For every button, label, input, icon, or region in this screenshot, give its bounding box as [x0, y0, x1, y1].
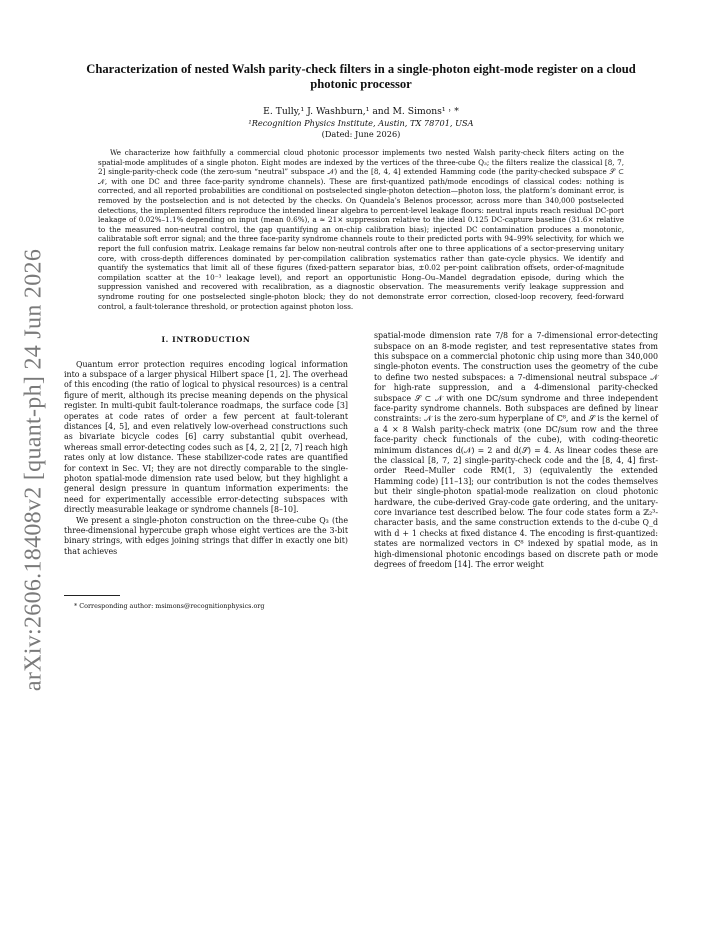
intro-paragraph-continued: spatial-mode dimension rate 7/8 for a 7-dimensional error-detecting subspace on an 8-mode register, and test representative states from this subspace on a commercial photonic chip using more than 340,000 single-photon events. The construction uses the geometry of the cube to define two nested subspaces: a 7-dimensional neutral subspace 𝒩 for high-rate suppression, and a 4-dimensional parity-checked subspace 𝒮 ⊂ 𝒩 with one DC/sum syndrome and three independent face-parity syndrome channels. Both subspaces are defined by linear constraints: 𝒩 is the zero-sum hyperplane of ℂ⁸, and 𝒮 is the kernel of a 4 × 8 Walsh parity-check matrix (one DC/sum row and the three face-parity check functionals of the cube), with coding-theoretic minimum distances d(𝒩) = 2 and d(𝒮) = 4. As linear codes these are the classical [8, 7, 2] single-parity-check code and the [8, 4, 4] first-order Reed–Muller code RM(1, 3) (equivalently the extended Hamming code) [11–13]; our contribution is not the codes themselves but their single-photon spatial-mode realization on cloud photonic hardware, the cube-derived Gray-code gate ordering, and the unitary-core invariance test described below. The four code states form a ℤ₂³-character basis, and the same construction extends to the d-cube Q_d with d + 1 checks at fixed distance 4. The encoding is first-quantized: states are normalized vectors in ℂ⁸ indexed by spatial mode, as in high-dimensional photonic encodings based on discrete path or mode degrees of freedom [14]. The error weight: [374, 331, 658, 570]
left-column: [64, 331, 348, 611]
author-list: E. Tully,¹ J. Washburn,¹ and M. Simons¹ ˒ *: [263, 106, 459, 117]
date-line: (Dated: June 2026): [321, 129, 401, 139]
paper-page: [64, 56, 658, 611]
intro-paragraph-2: We present a single-photon construction on the three-cube Q₃ (the three-dimensional hypercube graph whose eight vertices are the 3-bit binary strings, with edges joining strings that differ in exactly one bit) that achieves: [64, 515, 348, 556]
arxiv-identifier-stamp: [14, 230, 54, 710]
footnote-rule: [64, 595, 120, 596]
abstract: We characterize how faithfully a commercial cloud photonic processor implements two nested Walsh parity-check filters acting on the spatial-mode amplitudes of a single photon. Eight modes are indexed by the vertices of the three-cube Q₃; the filters realize the classical [8, 7, 2] single-parity-check code (the zero-sum “neutral” subspace 𝒩) and the [8, 4, 4] extended Hamming code (the parity-checked subspace 𝒮 ⊂ 𝒩, with one DC and three face-parity syndrome channels). These are first-quantized path/mode encodings of classical codes: nothing is corrected, and all reported probabilities are conditional on postselected single-photon detection—photon loss, the platform’s dominant error, is removed by the postselection and is not detected by the checks. On Quandela’s Belenos processor, across more than 340,000 postselected detections, the implemented filters reproduce the intended linear algebra to percent-level leakage floors: neutral inputs reach residual DC-port leakage of 0.02%–1.1% depending on input (mean 0.6%), a ≈ 21× suppression relative to the ideal 0.125 DC-capture baseline (31.6× relative to the measured non-neutral control, the gap quantifying an on-chip calibration bias); injected DC contamination produces a monotonic, calibratable soft error signal; and the three face-parity syndrome channels route to their predicted ports with 94–99% selectivity, for which we report the full confusion matrix. Leakage remains far below non-neutral controls after one to three applications of a sector-preserving unitary core, with cross-depth differences dominated by per-compilation calibration systematics rather than gate-cycle physics. We identify and quantify the systematics that limit all of these figures (fixed-pattern separator bias, ±0.02 per-point calibration offsets, order-of-magnitude compilation scatter at the 10⁻³ leakage level), and report an opportunistic Hong–Ou–Mandel degradation episode, during which the suppression vanished and recovered with recalibration, as a diagnostic observation. The measurements verify leakage suppression and syndrome routing for one postselected single-photon block; they do not demonstrate error correction, closed-loop recovery, feed-forward control, a fault-tolerance threshold, or protection against photon loss.: [98, 148, 624, 311]
footnote: * Corresponding author: msimons@recognitionphysics.org: [74, 602, 265, 611]
paper-title: Characterization of nested Walsh parity-check filters in a single-photon eight-mode register on a cloud photonic processor: [86, 62, 636, 91]
right-column: [374, 331, 658, 611]
affiliation: ¹Recognition Physics Institute, Austin, TX 78701, USA: [248, 118, 474, 128]
intro-paragraph-1: Quantum error protection requires encoding logical information into a subspace of a larger physical Hilbert space [1, 2]. The overhead of this encoding (the ratio of logical to physical resources) is a central figure of merit, although its precise meaning depends on the physical register. In multi-qubit fault-tolerance roadmaps, the surface code [3] operates at code rates of order a few percent at fault-tolerant distances [4, 5], and even relatively low-overhead constructions such as bivariate bicycle codes [6] carry substantial qubit overhead, whereas small error-detecting codes such as ⟦4, 2, 2⟧ [2, 7] reach high rates only at low distance. These stabilizer-code rates are quantified for context in Sec. VI; they are not directly comparable to the single-photon spatial-mode dimension rate used below, but they highlight a general design pressure in quantum information experiments: the need for experimentally accessible error-detecting subspaces with directly measurable leakage or syndrome channels [8–10].: [64, 359, 348, 515]
arxiv-identifier-text: arXiv:2606.18408v2 [quant-ph] 24 Jun 2026: [20, 248, 47, 692]
section-heading: I. INTRODUCTION: [161, 335, 251, 345]
two-column-body: [64, 331, 658, 611]
